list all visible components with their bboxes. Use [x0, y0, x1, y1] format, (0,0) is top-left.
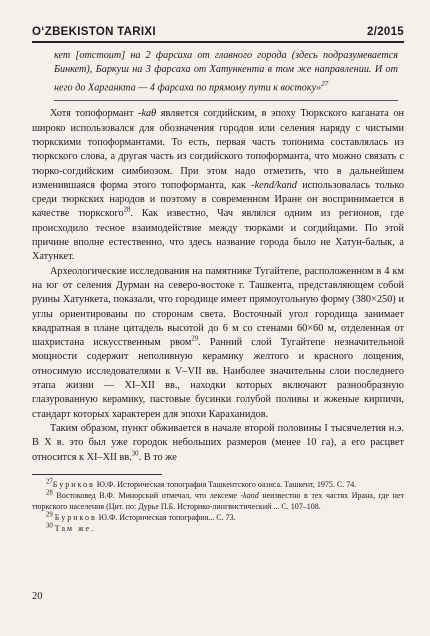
- paragraph-text: Таким образом, пункт обживается в начале второй половины I тысячелетия н.э. В X в. это был уже городок небольших размеров (менее 10 га), а его расцвет относится к XI–XII вв.: [32, 422, 404, 463]
- paragraph-italic: kaθ: [141, 108, 157, 120]
- footnote-rule: [32, 474, 162, 475]
- paragraph-3: [32, 422, 404, 465]
- footnote-ref: 30: [46, 522, 53, 530]
- footnote-text: неизвестно в тех частях Ирана, где нет тюркского населения (Цит. по: Дурье П.Б. Историко-лингвистический ... С. 107–108.: [32, 491, 404, 511]
- paragraph-text: Археологические исследования на памятнике Тугайтепе, расположенном в 4 км на юг от селения Дурман на северо-востоке г. Ташкента, представляющем собой руины Хатункета, показали, что городище имеет прямоугольную форму (380×250) и углы ориентированы по сторонам света. Восточный угол городища занимает квадратная в плане цитадель высотой до 6 м со стенами 60×60 м, отделенная от шахристана искусственным рвом: [32, 265, 404, 349]
- running-header: [32, 10, 404, 41]
- footnote-4: [32, 524, 404, 534]
- paragraph-1: [32, 107, 404, 264]
- footnote-3: [32, 513, 404, 523]
- article-body: [32, 107, 404, 464]
- footnote-ref: 29: [191, 335, 199, 343]
- footnote-ref: 28: [123, 207, 131, 215]
- paragraph-text: . Ранний слой Тугайтепе незначительной мощности содержит неполивную керамику желтого и красного лощения, относимую исследователями к V–VII вв. Наиболее значительны слои последнего этапа жизни — XI–XII вв., находки которых включают разнообразную глазурованную керамику, пастовые бусинки голубой поливы и жженые кирпичи, стандарт которых характерен для эпохи Караханидов.: [32, 337, 404, 420]
- quote-footnote-ref: 27: [321, 80, 329, 88]
- paragraph-text: Хотя топоформант -: [50, 108, 142, 120]
- block-quote: [54, 47, 398, 101]
- page-number: 20: [32, 591, 43, 602]
- author-name: Бурнков: [52, 479, 95, 489]
- paragraph-text: использовалась только среди тюркских народов и поэтому в современном Иране он воспринимается в качестве тюркского: [32, 179, 404, 220]
- footnote-2: [32, 491, 404, 512]
- paragraph-text: является согдийским, в эпоху Тюркского каганата он широко использовался для обозначения городов или селения наряду с чистыми тюркскими топоформантами. То есть, первая часть топонима составлялась из тюркского слова, а другая часть из согдийского топоформанта, что можно связать с тюрко-согдийским симбиозом. При этом надо отметить, что в дальнейшем изменившаяся форма этого топоформанта, как -: [32, 108, 404, 191]
- paragraph-text: . В то же: [138, 451, 177, 463]
- paragraph-text: . Как известно, Чач являлся одним из регионов, где происходило тесное взаимодействие между тюрками и согдийцами. По этой причине вполне естественно, что здесь название города было не Хатун-балык, а Хатункет.: [32, 208, 404, 263]
- footnotes: [32, 480, 404, 535]
- footnote-text: Востоковед В.Ф. Минорский отмечал, что лексеме -: [52, 491, 244, 501]
- author-name: Бурнков: [54, 513, 97, 523]
- footnote-ref: 30: [131, 450, 139, 458]
- footnote-ref: 28: [46, 489, 53, 497]
- footnote-italic: kand: [243, 491, 259, 501]
- issue-number: 2/2015: [367, 26, 404, 38]
- footnote-ref: 27: [46, 478, 53, 486]
- footnote-ref: 29: [46, 511, 53, 519]
- journal-title: O‘ZBEKISTON TARIXI: [32, 26, 156, 38]
- header-rule: [32, 41, 404, 43]
- quote-text: кет [отстоит] на 2 фарсаха от главного города (здесь подразумевается Бинкет), Баркуш на 3 фарсаха от Хатункента в том же направлении. И от него до Харганкта — 4 фарсаха по прямому пути к востоку»: [54, 50, 398, 94]
- footnote-text: Ю.Ф. Историческая топография Ташкентского оазиса. Ташкент, 1975. С. 74.: [94, 479, 357, 489]
- paragraph-italic: kend/kand: [254, 179, 297, 191]
- footnote-text: Ю.Ф. Историческая топография... С. 73.: [96, 513, 236, 523]
- footnote-1: [32, 480, 404, 490]
- author-name: Там же.: [54, 524, 96, 534]
- paragraph-2: [32, 265, 404, 422]
